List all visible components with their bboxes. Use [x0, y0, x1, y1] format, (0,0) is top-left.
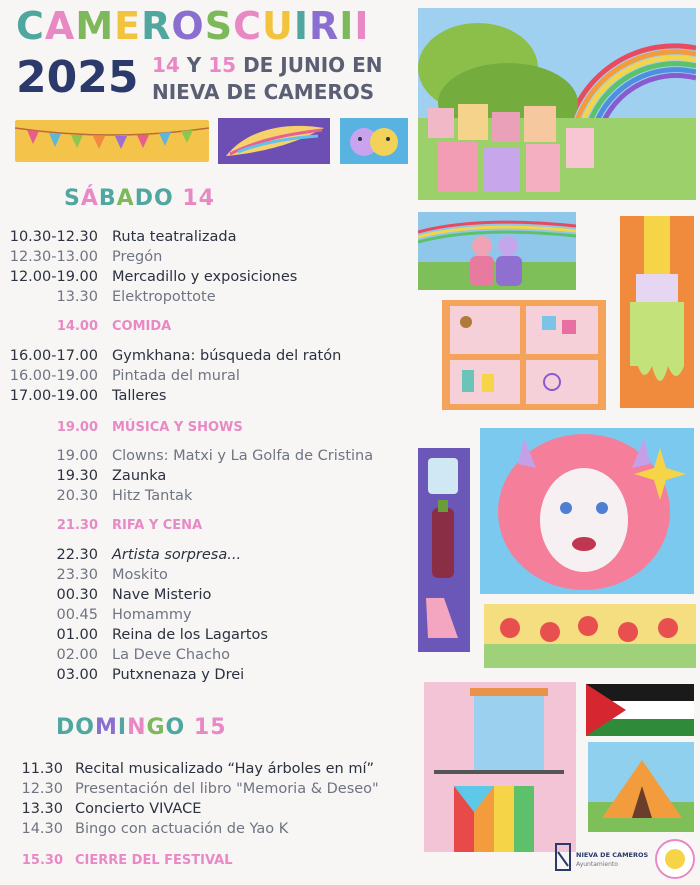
festival-year: 2025 [16, 52, 139, 103]
event-name: Ruta teatralizada [112, 229, 237, 245]
dates-line-2: NIEVA DE CAMEROS [152, 80, 375, 104]
characters-illustration [340, 118, 408, 164]
schedule-row [0, 249, 162, 265]
festival-title: CAMEROSCUIRII [16, 4, 370, 48]
event-time: 14.30 [21, 821, 63, 837]
event-name: Bingo con actuación de Yao K [75, 821, 289, 837]
schedule-row [0, 368, 240, 384]
event-time: 00.45 [56, 607, 98, 623]
event-name: Pintada del mural [112, 368, 240, 384]
event-time: 02.00 [56, 647, 98, 663]
schedule-row [0, 468, 166, 484]
event-name: Zaunka [112, 468, 167, 484]
schedule-row [0, 801, 201, 817]
event-time: 23.30 [56, 567, 98, 583]
event-time: 16.00-17.00 [9, 348, 98, 364]
schedule-row [0, 761, 374, 777]
schedule-row [0, 448, 373, 464]
schedule-row [0, 269, 297, 285]
potion-bottles-illustration [418, 448, 470, 652]
event-time: 13.30 [56, 289, 98, 305]
event-time: 13.30 [21, 801, 63, 817]
event-name: Hitz Tantak [112, 488, 193, 504]
schedule-row [0, 547, 241, 563]
schedule-row [0, 587, 211, 603]
schedule-row [0, 821, 288, 837]
drag-queen-illustration [480, 428, 694, 594]
event-time: 10.30-12.30 [9, 229, 98, 245]
event-name: COMIDA [112, 319, 172, 334]
schedule-row [0, 781, 379, 797]
event-name: Nave Misterio [112, 587, 212, 603]
sunday-heading: DOMINGO 15 [56, 715, 227, 740]
village-rainbow-illustration [418, 8, 696, 200]
event-time: 14.00 [56, 319, 98, 334]
event-name: RIFA Y CENA [112, 518, 203, 533]
schedule-row [0, 388, 166, 404]
festival-logo [654, 838, 696, 880]
saturday-heading: SÁBADO 14 [64, 186, 215, 211]
event-time: 12.00-19.00 [9, 269, 98, 285]
event-time: 16.00-19.00 [9, 368, 98, 384]
municipality-sub: Ayuntamiento [576, 861, 618, 868]
palestine-flag [586, 684, 694, 736]
event-name: Moskito [112, 567, 168, 583]
paintbrush-illustration [620, 216, 694, 408]
event-time: 11.30 [21, 761, 63, 777]
event-name: Mercadillo y exposiciones [112, 269, 298, 285]
municipality-name: NIEVA DE CAMEROS [576, 851, 649, 859]
balcony-pride-flag-illustration [424, 682, 576, 852]
event-time: 21.30 [56, 518, 98, 533]
event-name: La Deve Chacho [112, 647, 231, 663]
schedule-row [0, 567, 168, 583]
event-name: MÚSICA Y SHOWS [112, 420, 243, 435]
schedule-row [0, 627, 268, 643]
event-name: CIERRE DEL FESTIVAL [75, 853, 233, 868]
feather-illustration [218, 118, 330, 164]
event-name: Gymkhana: búsqueda del ratón [112, 348, 342, 364]
couple-bench-illustration [418, 212, 576, 290]
event-time: 12.30 [21, 781, 63, 797]
bunting-illustration [15, 120, 209, 162]
board-illustration [442, 300, 606, 410]
event-time: 17.00-19.00 [9, 388, 98, 404]
schedule-section-row [0, 319, 171, 334]
event-name: Concierto VIVACE [75, 801, 202, 817]
municipality-logo [554, 842, 650, 878]
schedule-section-row [0, 853, 233, 868]
schedule-row [0, 289, 216, 305]
schedule-row [0, 647, 230, 663]
event-name: Reina de los Lagartos [112, 627, 268, 643]
schedule-section-row [0, 420, 243, 435]
event-time: 15.30 [21, 853, 63, 868]
event-name: Elektropottote [112, 289, 216, 305]
event-time: 19.00 [56, 448, 98, 464]
event-time: 12.30-13.00 [9, 249, 98, 265]
poppies-illustration [484, 604, 696, 668]
event-name: Putxnenaza y Drei [112, 667, 245, 683]
event-time: 19.30 [56, 468, 98, 484]
schedule-row [0, 348, 341, 364]
event-name: Recital musicalizado “Hay árboles en mí” [75, 761, 375, 777]
schedule-row [0, 667, 244, 683]
schedule-row [0, 607, 192, 623]
event-name: Homammy [112, 607, 192, 623]
event-name: Pregón [112, 249, 163, 265]
schedule-row [0, 229, 236, 245]
event-name: Talleres [112, 388, 167, 404]
event-name: Presentación del libro "Memoria & Deseo" [75, 781, 379, 797]
event-time: 22.30 [56, 547, 98, 563]
event-time: 01.00 [56, 627, 98, 643]
dates-line-1: 14 Y 15 DE JUNIO EN [152, 53, 383, 77]
festival-dates [152, 52, 383, 106]
event-time: 03.00 [56, 667, 98, 683]
schedule-row [0, 488, 192, 504]
event-name: Clowns: Matxi y La Golfa de Cristina [112, 448, 374, 464]
event-name: Artista sorpresa... [112, 547, 242, 563]
event-time: 00.30 [56, 587, 98, 603]
tent-illustration [588, 742, 694, 832]
event-time: 19.00 [56, 420, 98, 435]
schedule-section-row [0, 518, 202, 533]
event-time: 20.30 [56, 488, 98, 504]
